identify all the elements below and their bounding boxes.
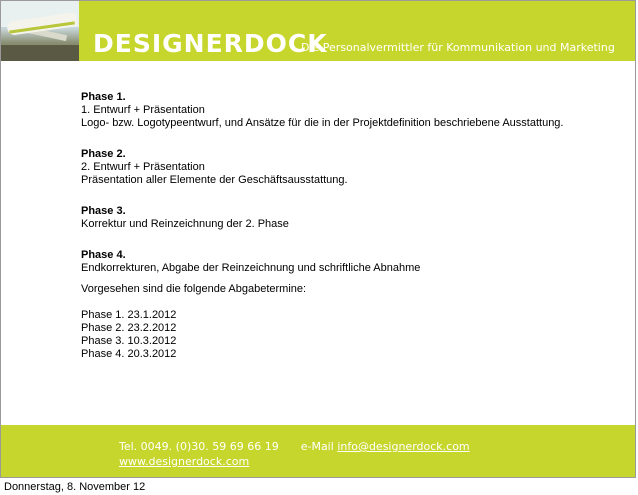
phase-4-block xyxy=(81,249,621,275)
phase-1-line-1: 1. Entwurf + Präsentation xyxy=(81,104,205,116)
phase-2-title: Phase 2. xyxy=(81,148,126,160)
schedule-date-1: Phase 1. 23.1.2012 xyxy=(81,309,177,321)
phase-1-line-2: Logo- bzw. Logotypeentwurf, und Ansätze für die in der Projektdefinition beschriebene Ausstattung. xyxy=(81,117,564,129)
content xyxy=(81,91,621,361)
airplane-photo xyxy=(1,1,79,61)
phase-1-title: Phase 1. xyxy=(81,91,126,103)
phase-1-block xyxy=(81,91,621,130)
website-link[interactable]: www.designerdock.com xyxy=(119,455,250,468)
footer-bar xyxy=(1,425,635,478)
phase-3-block xyxy=(81,205,621,231)
phase-2-line-2: Präsentation aller Elemente der Geschäftsausstattung. xyxy=(81,174,348,186)
phone-number: Tel. 0049. (0)30. 59 69 66 19 xyxy=(119,440,279,453)
schedule-dates xyxy=(81,309,621,361)
schedule-date-4: Phase 4. 20.3.2012 xyxy=(81,348,177,360)
phase-2-line-1: 2. Entwurf + Präsentation xyxy=(81,161,205,173)
slide-date: Donnerstag, 8. November 12 xyxy=(4,481,146,493)
footer-contact-line xyxy=(119,440,470,453)
logo: DESIGNERDOCK xyxy=(93,29,328,58)
header-bar xyxy=(1,1,635,61)
phase-3-title: Phase 3. xyxy=(81,205,126,217)
schedule-date-2: Phase 2. 23.2.2012 xyxy=(81,322,177,334)
tagline: Die Personalvermittler für Kommunikation und Marketing xyxy=(301,41,615,54)
phase-4-title: Phase 4. xyxy=(81,249,126,261)
phase-2-block xyxy=(81,148,621,187)
email-label: e-Mail xyxy=(300,440,334,453)
phase-4-line-1: Endkorrekturen, Abgabe der Reinzeichnung und schriftliche Abnahme xyxy=(81,262,421,274)
schedule-intro: Vorgesehen sind die folgende Abgabetermine: xyxy=(81,283,307,295)
phase-3-line-1: Korrektur und Reinzeichnung der 2. Phase xyxy=(81,218,289,230)
email-link[interactable]: info@designerdock.com xyxy=(337,440,470,453)
schedule-date-3: Phase 3. 10.3.2012 xyxy=(81,335,177,347)
